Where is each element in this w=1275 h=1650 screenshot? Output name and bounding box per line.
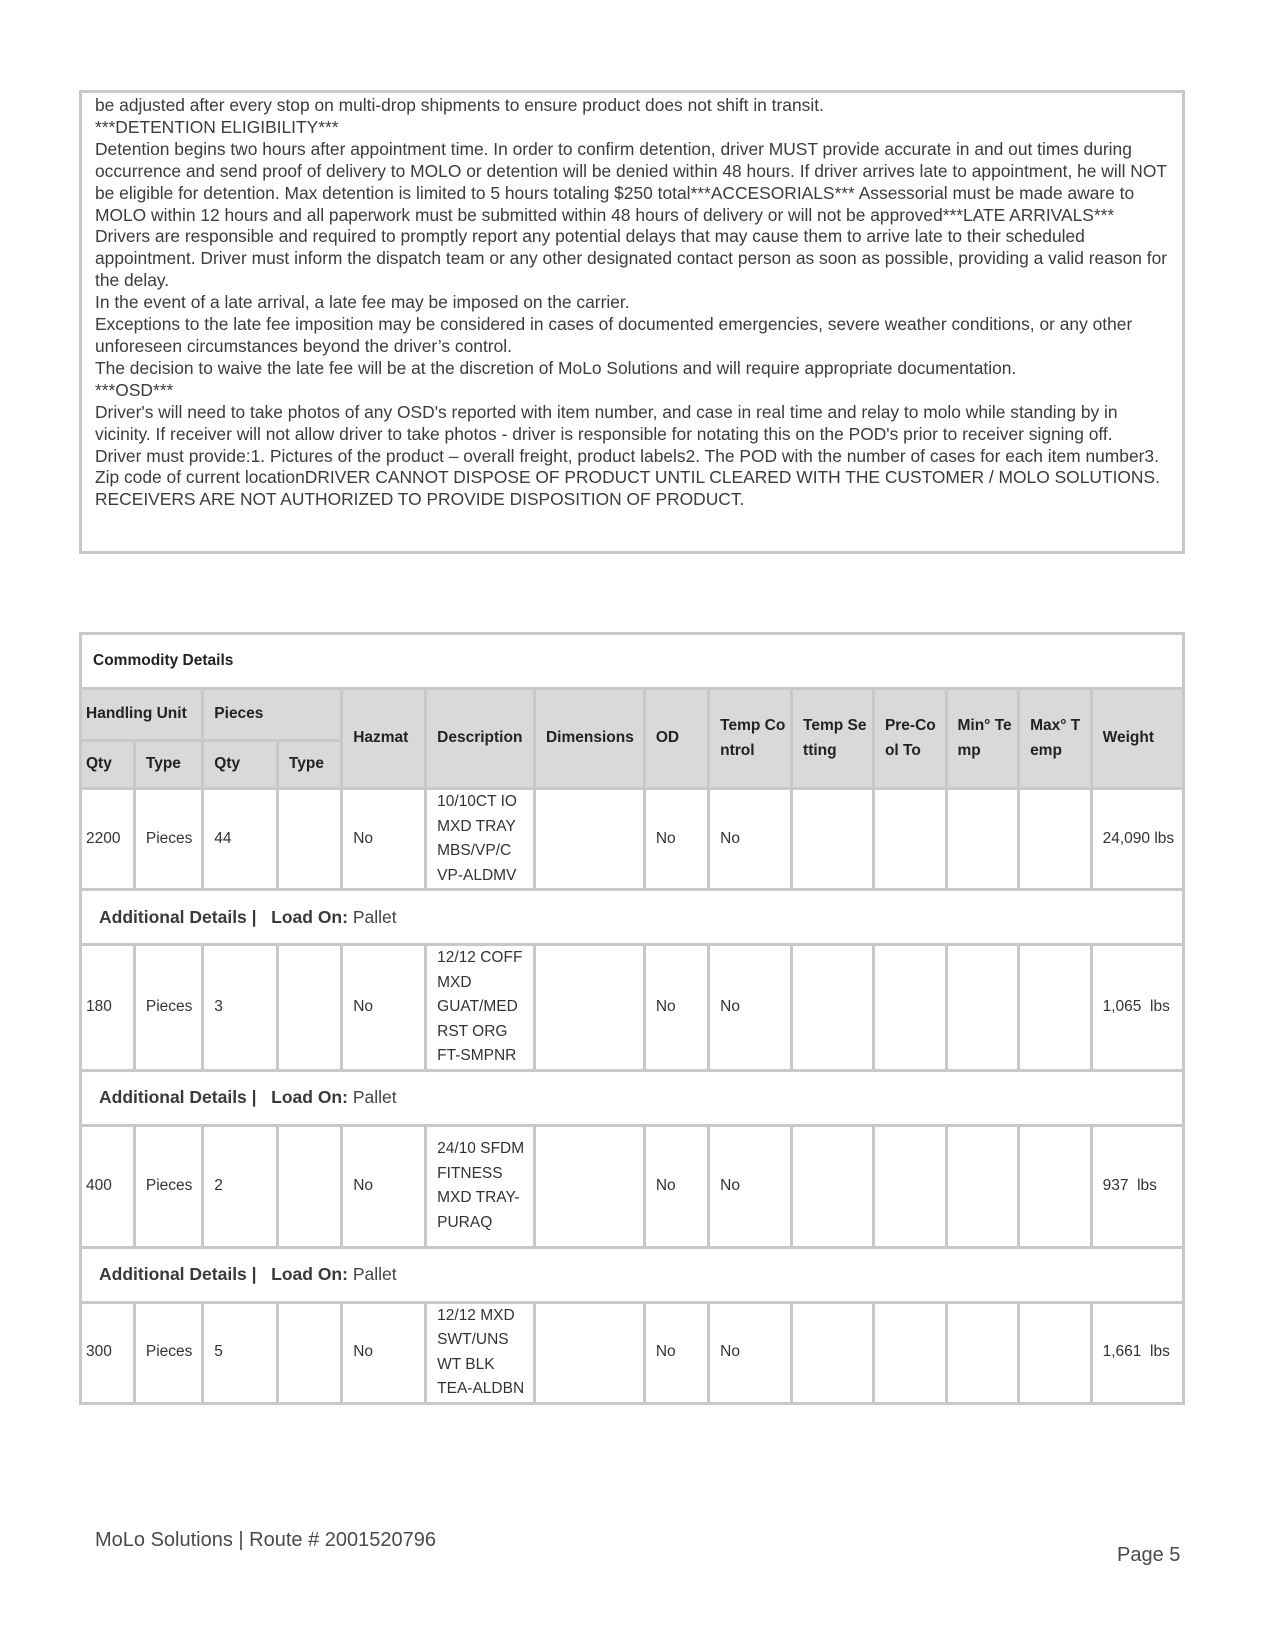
temp-control-cell: No (709, 789, 792, 890)
hu-qty-cell: 2200 (81, 789, 135, 890)
temp-setting-cell (792, 945, 874, 1071)
additional-details (81, 1070, 1184, 1125)
terms-line: Exceptions to the late fee imposition may be considered in cases of documented emergencies, severe weather conditions, or any other unforeseen circumstances beyond the driver’s control. (95, 314, 1133, 356)
header-temp-control: Temp Control (709, 689, 792, 789)
max-temp-cell (1019, 1302, 1092, 1403)
weight-cell: 1,661 lbs (1091, 1302, 1183, 1403)
dimensions-cell (534, 1125, 644, 1247)
od-cell: No (644, 789, 708, 890)
header-pieces: Pieces (203, 689, 342, 741)
terms-box (79, 90, 1185, 554)
temp-setting-cell (792, 1125, 874, 1247)
description-cell: 12/12 MXD SWT/UNS WT BLK TEA-ALDBN (426, 1302, 535, 1403)
pc-qty-cell: 5 (203, 1302, 278, 1403)
header-pc-type: Type (277, 741, 341, 789)
weight-cell: 1,065 lbs (1091, 945, 1183, 1071)
weight-cell: 24,090 lbs (1091, 789, 1183, 890)
header-description: Description (426, 689, 535, 789)
additional-details-row (81, 1247, 1184, 1302)
additional-details (81, 890, 1184, 945)
terms-line: The decision to waive the late fee will be at the discretion of MoLo Solutions and will require appropriate documentation. (95, 357, 1017, 378)
pc-qty-cell: 3 (203, 945, 278, 1071)
max-temp-cell (1019, 1125, 1092, 1247)
temp-control-cell: No (709, 1302, 792, 1403)
header-hazmat: Hazmat (342, 689, 426, 789)
terms-line: be adjusted after every stop on multi-drop shipments to ensure product does not shift in transit. (95, 95, 824, 115)
table-row (81, 1125, 1184, 1247)
hazmat-cell: No (342, 945, 426, 1071)
weight-cell: 937 lbs (1091, 1125, 1183, 1247)
temp-control-cell: No (709, 1125, 792, 1247)
commodity-table (79, 632, 1185, 1405)
header-pc-qty: Qty (203, 741, 278, 789)
hu-type-cell: Pieces (134, 789, 202, 890)
additional-details-label: Additional Details | (99, 1264, 257, 1285)
terms-line: In the event of a late arrival, a late fee may be imposed on the carrier. (95, 292, 630, 313)
min-temp-cell (946, 789, 1019, 890)
header-pre-cool-to: Pre-Cool To (873, 689, 946, 789)
table-row (81, 1302, 1184, 1403)
header-min-temp: Min° Temp (946, 689, 1019, 789)
page-number: Page 5 (1117, 1544, 1181, 1566)
pc-qty-cell: 2 (203, 1125, 278, 1247)
load-on-value: Pallet (352, 1087, 397, 1108)
pc-type-cell (277, 1302, 341, 1403)
terms-line: Detention begins two hours after appointment time. In order to confirm detention, driver MUST provide accurate in and out times during occurrence and send proof of delivery to MOLO or detention will be denied within 48 hours. If driver arrives late to appointment, he will NOT be eligible for detention. Max detention is limited to 5 hours totaling $250 total***ACCESORIALS*** Assessorial must be made aware to MOLO within 12 hours and all paperwork must be submitted within 48 hours of delivery or will not be approved***LATE ARRIVALS*** (95, 138, 1167, 225)
terms-line: Drivers are responsible and required to promptly report any potential delays that may cause them to arrive late to their scheduled appointment. Driver must inform the dispatch team or any other designated contact person as soon as possible, providing a valid reason for the delay. (95, 226, 1168, 291)
terms-line: ***DETENTION ELIGIBILITY*** (95, 116, 339, 137)
pc-qty-cell: 44 (203, 789, 278, 890)
dimensions-cell (534, 789, 644, 890)
header-hu-qty: Qty (81, 741, 135, 789)
min-temp-cell (946, 945, 1019, 1071)
dimensions-cell (534, 945, 644, 1071)
additional-details-label: Additional Details | (99, 1087, 257, 1108)
additional-details-row (81, 1070, 1184, 1125)
pc-type-cell (277, 945, 341, 1071)
pre-cool-cell (873, 1302, 946, 1403)
od-cell: No (644, 1125, 708, 1247)
hu-qty-cell: 300 (81, 1302, 135, 1403)
load-on-label: Load On: (271, 1264, 348, 1285)
header-dimensions: Dimensions (534, 689, 644, 789)
terms-line: Driver must provide:1. Pictures of the product – overall freight, product labels2. The POD with the number of cases for each item number3. Zip code of current locationDRIVER CANNOT DISPOSE OF PRODUCT UNTIL CLEARED WITH THE CUSTOMER / MOLO SOLUTIONS. RECEIVERS ARE NOT AUTHORIZED TO PROVIDE DISPOSITION OF PRODUCT. (95, 445, 1160, 510)
header-temp-setting: Temp Setting (792, 689, 874, 789)
terms-line: ***OSD*** (95, 379, 174, 400)
pc-type-cell (277, 789, 341, 890)
max-temp-cell (1019, 945, 1092, 1071)
header-max-temp: Max° Temp (1019, 689, 1092, 789)
min-temp-cell (946, 1302, 1019, 1403)
hu-type-cell: Pieces (134, 945, 202, 1071)
hazmat-cell: No (342, 1302, 426, 1403)
hu-type-cell: Pieces (134, 1302, 202, 1403)
commodity-title: Commodity Details (81, 634, 1184, 689)
od-cell: No (644, 945, 708, 1071)
load-on-label: Load On: (271, 1087, 348, 1108)
hazmat-cell: No (342, 1125, 426, 1247)
hu-qty-cell: 180 (81, 945, 135, 1071)
load-on-value: Pallet (352, 906, 397, 927)
temp-setting-cell (792, 789, 874, 890)
description-cell: 10/10CT IO MXD TRAY MBS/VP/C VP-ALDMV (426, 789, 535, 890)
additional-details (81, 1247, 1184, 1302)
pre-cool-cell (873, 789, 946, 890)
terms-line: Driver's will need to take photos of any OSD's reported with item number, and case in real time and relay to molo while standing by in vicinity. If receiver will not allow driver to take photos - driver is responsible for notating this on the POD's prior to receiver signing off. (95, 401, 1118, 444)
load-on-value: Pallet (352, 1264, 397, 1285)
description-cell: 24/10 SFDM FITNESS MXD TRAY-PURAQ (426, 1125, 535, 1247)
dimensions-cell (534, 1302, 644, 1403)
temp-setting-cell (792, 1302, 874, 1403)
hazmat-cell: No (342, 789, 426, 890)
footer-route: MoLo Solutions | Route # 2001520796 (95, 1529, 437, 1551)
pc-type-cell (277, 1125, 341, 1247)
header-hu-type: Type (134, 741, 202, 789)
description-cell: 12/12 COFF MXD GUAT/MED RST ORG FT-SMPNR (426, 945, 535, 1071)
table-row (81, 945, 1184, 1071)
pre-cool-cell (873, 1125, 946, 1247)
table-row (81, 789, 1184, 890)
max-temp-cell (1019, 789, 1092, 890)
load-on-label: Load On: (271, 906, 348, 927)
header-weight: Weight (1091, 689, 1183, 789)
od-cell: No (644, 1302, 708, 1403)
hu-type-cell: Pieces (134, 1125, 202, 1247)
pre-cool-cell (873, 945, 946, 1071)
header-od: OD (644, 689, 708, 789)
additional-details-row (81, 890, 1184, 945)
hu-qty-cell: 400 (81, 1125, 135, 1247)
header-handling-unit: Handling Unit (81, 689, 203, 741)
min-temp-cell (946, 1125, 1019, 1247)
additional-details-label: Additional Details | (99, 906, 257, 927)
temp-control-cell: No (709, 945, 792, 1071)
